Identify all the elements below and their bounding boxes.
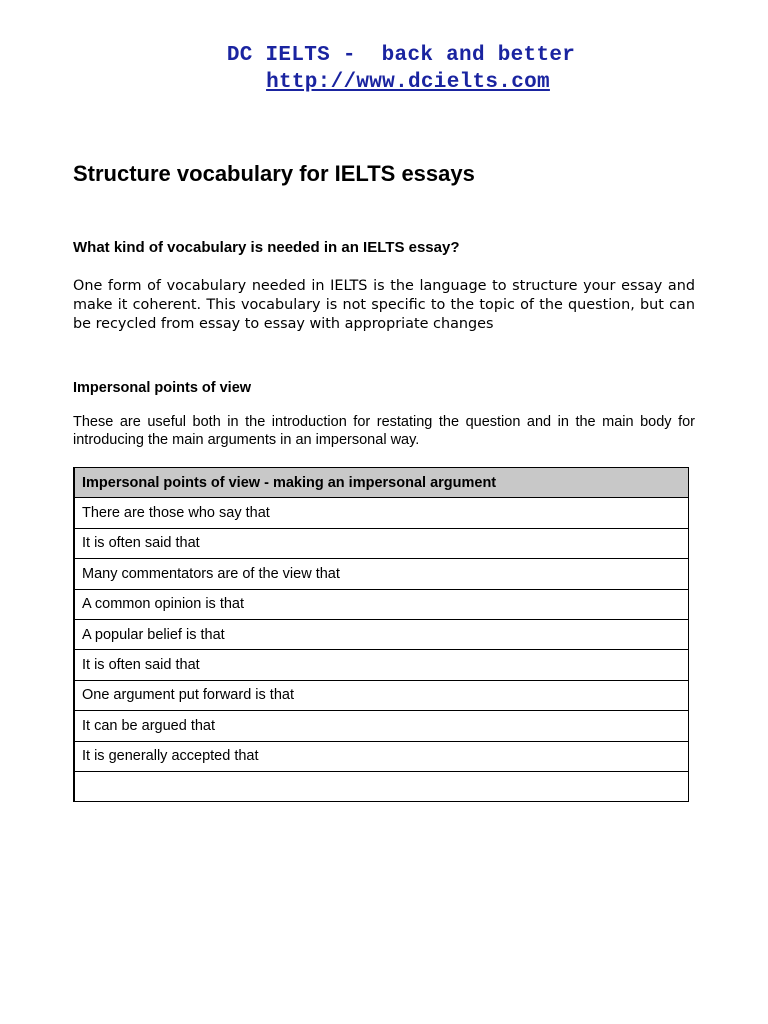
- table-row: [74, 559, 689, 589]
- table-header-row: [74, 468, 689, 498]
- table-row: [74, 711, 689, 741]
- site-header-title: DC IELTS - back and better: [226, 44, 576, 67]
- phrase-table: [73, 467, 689, 802]
- intro-paragraph: One form of vocabulary needed in IELTS is the language to structure your essay and make it coherent. This vocabulary is not specific to the topic of the question, but can be recycled from essay to essay with appropriate changes: [73, 278, 695, 332]
- section-heading: Impersonal points of view: [73, 380, 252, 396]
- table-cell: Many commentators are of the view that: [74, 559, 689, 589]
- section-description: These are useful both in the introduction for restating the question and in the main body for introducing the main arguments in an impersonal way.: [73, 414, 695, 448]
- table-cell: It is often said that: [74, 528, 689, 558]
- table-cell-empty: [74, 771, 689, 801]
- table-row: [74, 528, 689, 558]
- table-cell: A common opinion is that: [74, 589, 689, 619]
- table-row: [74, 771, 689, 801]
- table-row: [74, 650, 689, 680]
- question-heading: What kind of vocabulary is needed in an IELTS essay?: [73, 239, 460, 256]
- site-url-link[interactable]: http://www.dcielts.com: [266, 71, 550, 94]
- table-cell: One argument put forward is that: [74, 680, 689, 710]
- table-row: [74, 741, 689, 771]
- table-row: [74, 680, 689, 710]
- table-row: [74, 619, 689, 649]
- table-cell: It is often said that: [74, 650, 689, 680]
- table-cell: It is generally accepted that: [74, 741, 689, 771]
- table-row: [74, 589, 689, 619]
- table-cell: A popular belief is that: [74, 619, 689, 649]
- table-header-cell: Impersonal points of view - making an impersonal argument: [74, 468, 689, 498]
- page-title: Structure vocabulary for IELTS essays: [73, 161, 475, 186]
- table-cell: It can be argued that: [74, 711, 689, 741]
- table-cell: There are those who say that: [74, 498, 689, 528]
- table-row: [74, 498, 689, 528]
